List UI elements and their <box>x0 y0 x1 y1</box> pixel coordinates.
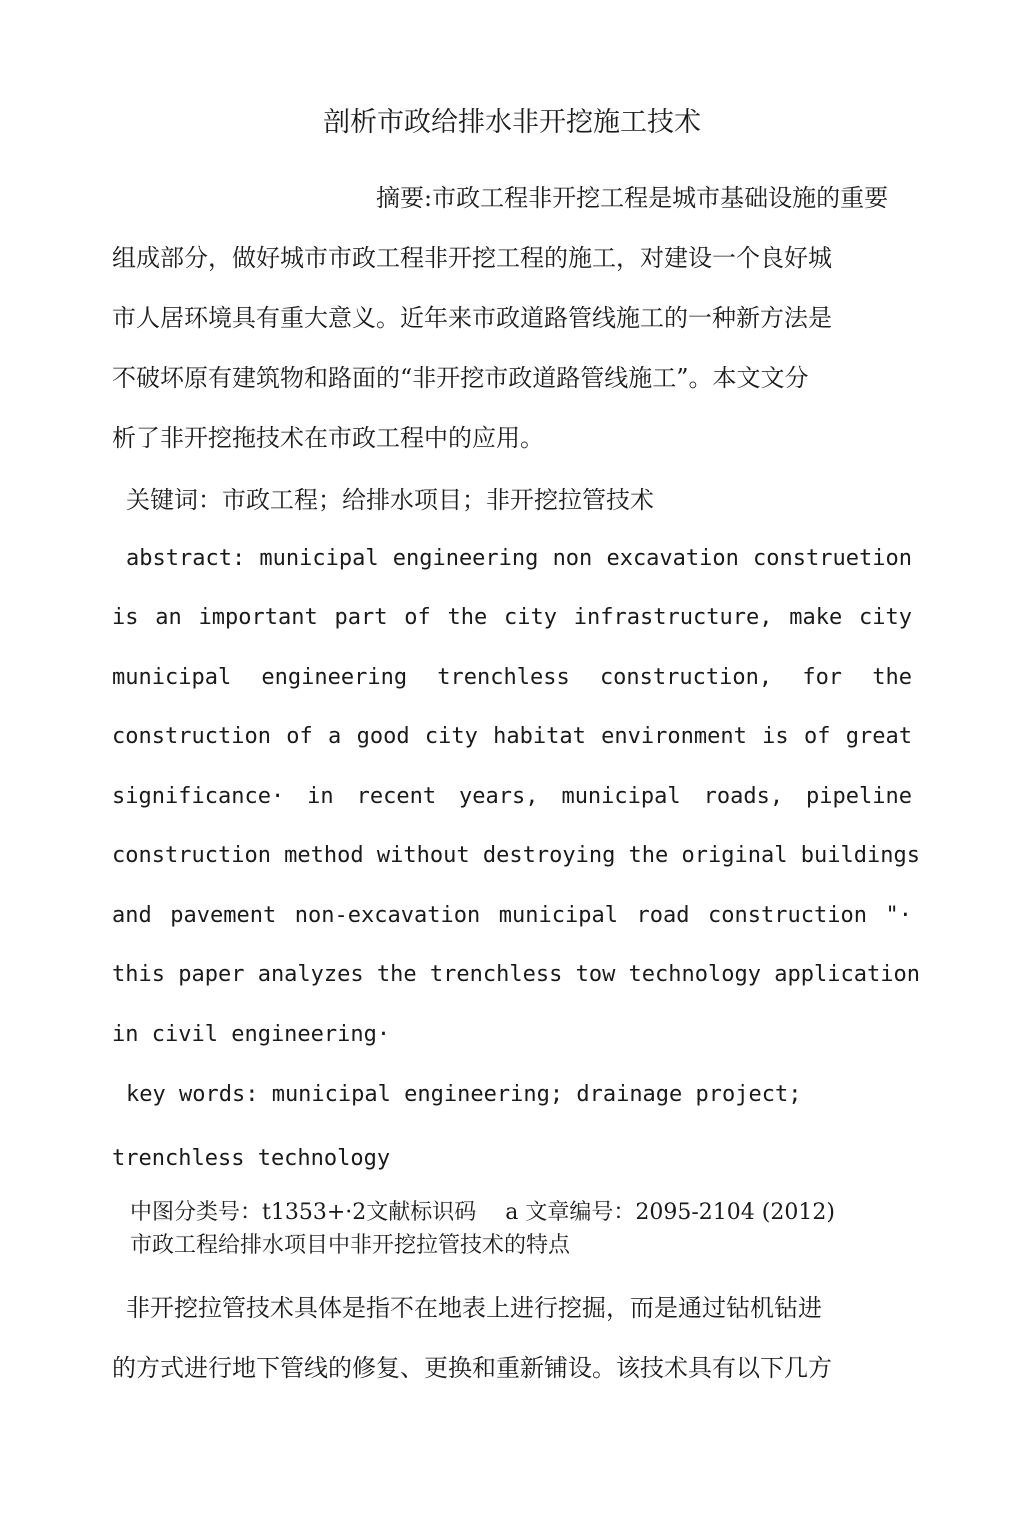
abstract-en-line-6: construction method without destroying the original buildings <box>112 843 920 868</box>
abstract-en-line-5: significance· in recent years, municipal roads, pipeline <box>112 784 912 809</box>
abstract-en-line-9: in civil engineering· <box>112 1022 391 1047</box>
body-line-2: 的方式进行地下管线的修复、更换和重新铺设。该技术具有以下几方 <box>112 1354 832 1382</box>
keywords-en-line-2: trenchless technology <box>112 1146 391 1171</box>
classification-line: 中图分类号：t1353+·2文献标识码 a 文章编号：2095-2104 (2012) <box>130 1200 835 1225</box>
abstract-en-line-2: is an important part of the city infrastructure, make city <box>112 605 912 630</box>
abstract-cn-line-2: 组成部分，做好城市市政工程非开挖工程的施工，对建设一个良好城 <box>112 244 832 272</box>
body-line-1: 非开挖拉管技术具体是指不在地表上进行挖掘，而是通过钻机钻进 <box>126 1294 822 1322</box>
abstract-en-line-3: municipal engineering trenchless construction, for the <box>112 665 912 690</box>
section-heading: 市政工程给排水项目中非开挖拉管技术的特点 <box>130 1233 571 1258</box>
abstract-en-line-7: and pavement non-excavation municipal road construction "· <box>112 903 912 928</box>
document-title: 剖析市政给排水非开挖施工技术 <box>323 107 701 138</box>
keywords-cn: 关键词：市政工程；给排水项目；非开挖拉管技术 <box>126 486 654 514</box>
abstract-en-line-1: abstract: municipal engineering non excavation construetion <box>126 546 912 571</box>
abstract-en-line-4: construction of a good city habitat environment is of great <box>112 724 912 749</box>
abstract-cn-line-4: 不破坏原有建筑物和路面的“非开挖市政道路管线施工”。本文文分 <box>112 364 809 392</box>
abstract-cn-line-1: 摘要:市政工程非开挖工程是城市基础设施的重要 <box>376 184 889 212</box>
keywords-en-line-1: key words: municipal engineering; drainage project; <box>126 1082 802 1107</box>
abstract-en-line-8: this paper analyzes the trenchless tow technology application <box>112 962 920 987</box>
abstract-cn-line-5: 析了非开挖拖技术在市政工程中的应用。 <box>112 424 544 452</box>
abstract-cn-line-3: 市人居环境具有重大意义。近年来市政道路管线施工的一种新方法是 <box>112 304 832 332</box>
